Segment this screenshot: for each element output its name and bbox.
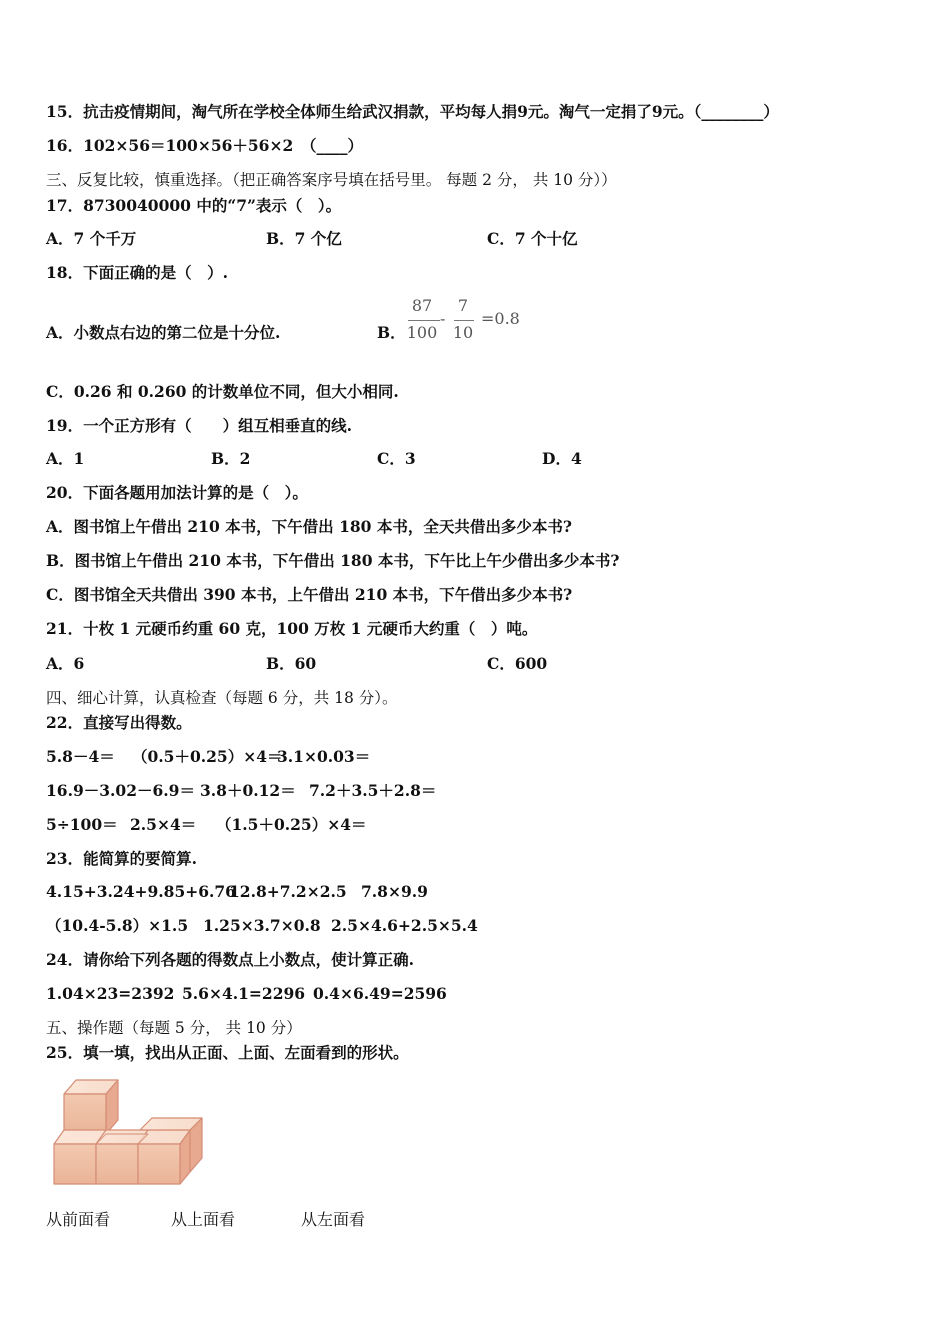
q23-r2-c1: （10.4-5.8）×1.5 <box>46 916 189 935</box>
question-19-stem: 19．一个正方形有（ ）组互相垂直的线. <box>46 416 352 435</box>
question-21-stem: 21．十枚 1 元硬币约重 60 克，100 万枚 1 元硬币大约重（ ）吨。 <box>46 619 538 638</box>
cube-top-face <box>96 1134 148 1144</box>
q24-item-2: 5.6×4.1=2296 <box>182 984 306 1003</box>
q22-r3-c1: 5÷100＝ <box>46 815 118 834</box>
q18-fraction-87-100 <box>404 296 444 346</box>
section-3-heading: 三、反复比较，慎重选择。（把正确答案序号填在括号里。 每题 2 分， 共 10 分）） <box>46 171 617 189</box>
q20-option-c: C．图书馆全天共借出 390 本书，上午借出 210 本书，下午借出多少本书? <box>46 585 573 604</box>
view-label-top: 从上面看 <box>171 1210 236 1229</box>
q22-r2-c1: 16.9－3.02－6.9＝ <box>46 781 195 800</box>
q22-r1-c2: （0.5＋0.25）×4＝ <box>132 747 283 766</box>
view-label-front: 从前面看 <box>46 1210 111 1229</box>
q22-r2-c3: 7.2＋3.5＋2.8＝ <box>309 781 437 800</box>
question-16: 16．102×56＝100×56＋56×2 （____） <box>46 136 363 155</box>
q20-option-b: B．图书馆上午借出 210 本书，下午借出 180 本书，下午比上午少借出多少本书? <box>46 551 620 570</box>
q18-fraction-7-10 <box>446 296 482 346</box>
q21-option-a: A．6 <box>46 654 85 673</box>
fraction-numerator: 87 <box>411 296 433 315</box>
q22-r3-c3: （1.5＋0.25）×4＝ <box>216 815 367 834</box>
fraction-denominator: 100 <box>406 323 438 342</box>
q22-r2-c2: 3.8＋0.12＝ <box>200 781 296 800</box>
cube-front-face <box>54 1144 96 1184</box>
q19-option-b: B．2 <box>211 449 251 468</box>
question-17-stem: 17．8730040000 中的“7”表示（ ）。 <box>46 196 342 215</box>
q23-r1-c3: 7.8×9.9 <box>361 882 428 901</box>
q23-r2-c2: 1.25×3.7×0.8 <box>203 916 321 935</box>
cube-front-face <box>64 1094 106 1134</box>
fraction-bar <box>454 320 474 321</box>
q24-item-1: 1.04×23=2392 <box>46 984 175 1003</box>
q23-r1-c2: 12.8+7.2×2.5 <box>229 882 347 901</box>
fraction-bar <box>408 320 440 321</box>
fraction-numerator: 7 <box>457 296 469 315</box>
section-4-heading: 四、细心计算，认真检查（每题 6 分，共 18 分）。 <box>46 689 398 707</box>
q18-result: =0.8 <box>481 309 520 328</box>
q17-option-c: C．7 个十亿 <box>487 229 578 248</box>
cube-front-face <box>138 1144 180 1184</box>
q23-r2-c3: 2.5×4.6+2.5×5.4 <box>331 916 478 935</box>
cube-front-face <box>96 1144 138 1184</box>
q18-minus-sign: - <box>440 309 446 328</box>
question-25-stem: 25．填一填，找出从正面、上面、左面看到的形状。 <box>46 1043 409 1062</box>
q18-option-c: C．0.26 和 0.260 的计数单位不同，但大小相同. <box>46 382 399 401</box>
question-20-stem: 20．下面各题用加法计算的是（ ）。 <box>46 483 308 502</box>
q21-option-c: C．600 <box>487 654 548 673</box>
q22-r1-c3: 3.1×0.03＝ <box>277 747 371 766</box>
question-22-stem: 22．直接写出得数。 <box>46 713 192 732</box>
q18-option-b-label: B． <box>377 323 406 342</box>
question-15: 15．抗击疫情期间，淘气所在学校全体师生给武汉捐款，平均每人捐9元。淘气一定捐了9元。（________） <box>46 102 779 121</box>
q19-option-d: D．4 <box>542 449 582 468</box>
q18-option-a: A．小数点右边的第二位是十分位. <box>46 323 281 342</box>
q24-item-3: 0.4×6.49=2596 <box>313 984 447 1003</box>
q19-option-a: A．1 <box>46 449 85 468</box>
q21-option-b: B．60 <box>266 654 317 673</box>
view-label-left: 从左面看 <box>301 1210 366 1229</box>
q22-r1-c1: 5.8－4＝ <box>46 747 115 766</box>
question-18-stem: 18．下面正确的是（ ）. <box>46 263 228 282</box>
question-24-stem: 24．请你给下列各题的得数点上小数点，使计算正确. <box>46 950 414 969</box>
q17-option-b: B．7 个亿 <box>266 229 342 248</box>
fraction-denominator: 10 <box>452 323 474 342</box>
q23-r1-c1: 4.15+3.24+9.85+6.76 <box>46 882 236 901</box>
q17-option-a: A．7 个千万 <box>46 229 137 248</box>
q22-r3-c2: 2.5×4＝ <box>130 815 197 834</box>
q19-option-c: C．3 <box>377 449 416 468</box>
section-5-heading: 五、操作题（每题 5 分， 共 10 分） <box>46 1019 302 1037</box>
question-23-stem: 23．能简算的要简算. <box>46 849 197 868</box>
cube-stack-figure <box>48 1072 208 1192</box>
q20-option-a: A．图书馆上午借出 210 本书，下午借出 180 本书，全天共借出多少本书? <box>46 517 572 536</box>
